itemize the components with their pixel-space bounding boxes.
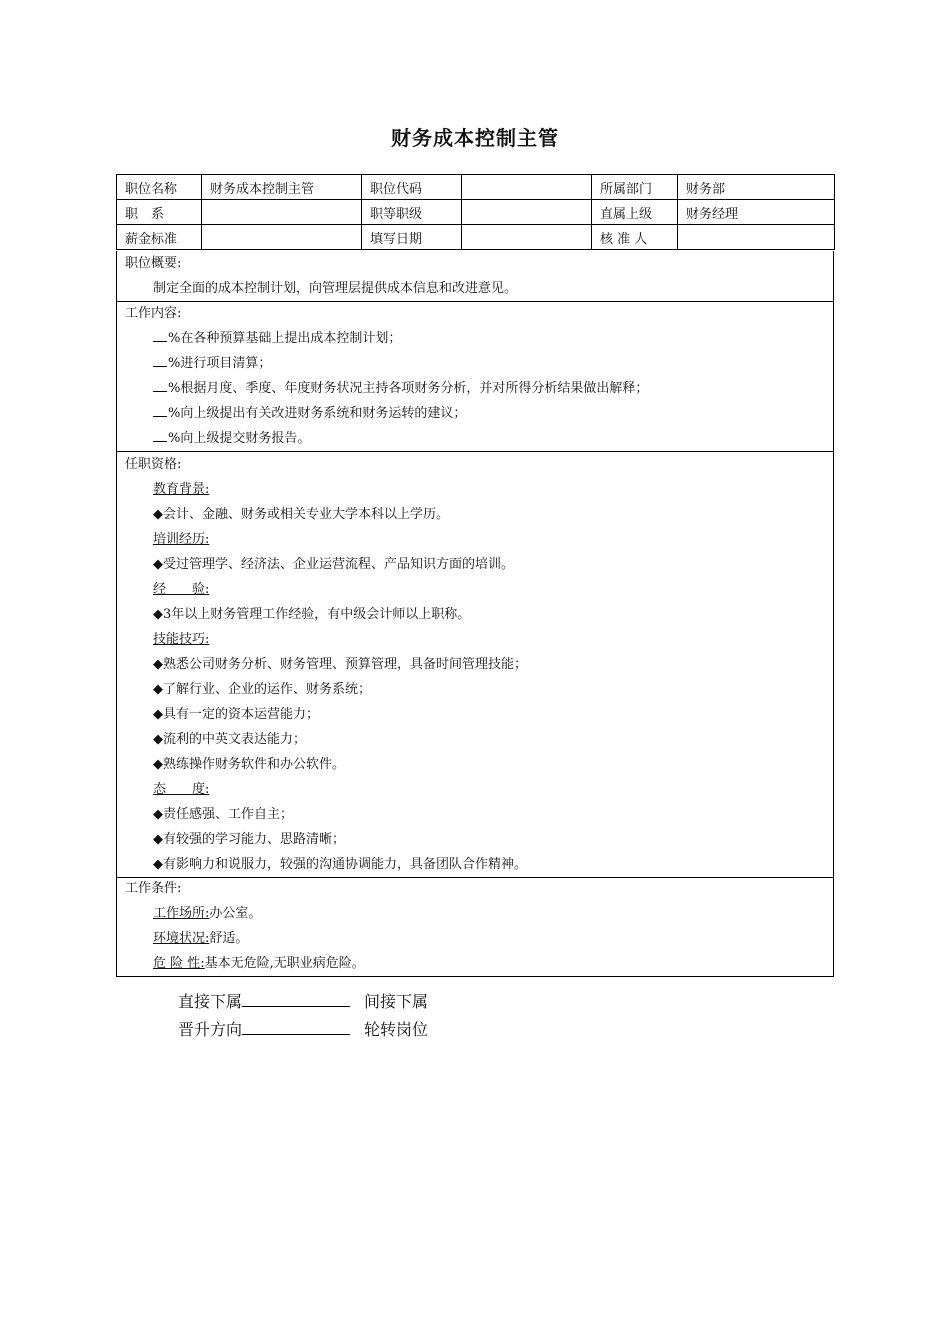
list-item: %根据月度、季度、年度财务状况主持各项财务分析，并对所得分析结果做出解释； [117, 376, 833, 401]
footer-career [178, 1017, 428, 1040]
list-item [117, 951, 833, 976]
risk-label: 危 险 性: [153, 956, 205, 971]
list-item: ◆受过管理学、经济法、企业运营流程、产品知识方面的培训。 [153, 557, 514, 572]
value-position-name: 财务成本控制主管 [202, 175, 362, 200]
attitude-label-line [117, 777, 833, 802]
list-item: %进行项目清算； [117, 351, 833, 376]
job-info-table [116, 174, 835, 250]
promotion-label: 晋升方向 [178, 1020, 243, 1039]
list-item: ◆具有一定的资本运营能力； [153, 707, 319, 722]
value-supervisor: 财务经理 [678, 200, 835, 225]
list-item: ◆了解行业、企业的运作、财务系统； [153, 682, 371, 697]
education-label: 教育背景: [153, 482, 210, 497]
skills-label: 技能技巧: [153, 632, 210, 647]
conditions-section [116, 876, 834, 977]
value-department: 财务部 [678, 175, 835, 200]
value-job-family [202, 200, 362, 225]
list-item: ◆流利的中英文表达能力； [153, 732, 306, 747]
skills-label-line [117, 627, 833, 652]
overview-text: 制定全面的成本控制计划，向管理层提供成本信息和改进意见。 [153, 281, 518, 296]
overview-section [116, 251, 834, 302]
qualifications-section [116, 452, 834, 878]
training-label: 培训经历: [153, 532, 210, 547]
label-grade: 职等职级 [362, 200, 462, 225]
percent-blank [153, 427, 167, 442]
list-item: ◆责任感强、工作自主； [153, 807, 293, 822]
list-item: %向上级提出有关改进财务系统和财务运转的建议； [117, 401, 833, 426]
percent-blank [153, 402, 167, 417]
overview-heading: 职位概要: [125, 256, 182, 271]
rotation-label: 轮转岗位 [364, 1020, 429, 1039]
list-item [117, 901, 833, 926]
value-salary [202, 225, 362, 250]
direct-subordinates-blank[interactable] [242, 990, 350, 1007]
conditions-heading: 工作条件: [125, 881, 182, 896]
risk-value: 基本无危险,无职业病危险。 [204, 956, 365, 971]
page-title: 财务成本控制主管 [391, 126, 559, 150]
env-label: 环境状况: [153, 931, 210, 946]
list-item: ◆熟悉公司财务分析、财务管理、预算管理，具备时间管理技能； [153, 657, 527, 672]
list-item: ◆3年以上财务管理工作经验，有中级会计师以上职称。 [153, 607, 471, 622]
percent-blank [153, 352, 167, 367]
education-label-line [117, 477, 833, 502]
place-label: 工作场所: [153, 906, 210, 921]
label-approver: 核 准 人 [592, 225, 678, 250]
experience-label-line [117, 577, 833, 602]
qualifications-heading: 任职资格: [125, 457, 182, 472]
label-salary: 薪金标准 [117, 225, 202, 250]
table-row [117, 225, 835, 250]
list-item [117, 926, 833, 951]
duties-section [116, 301, 834, 452]
promotion-blank[interactable] [242, 1018, 350, 1035]
list-item: %在各种预算基础上提出成本控制计划； [117, 326, 833, 351]
label-position-name: 职位名称 [117, 175, 202, 200]
direct-subordinates-label: 直接下属 [178, 992, 243, 1011]
table-row [117, 175, 835, 200]
attitude-label: 态 度: [153, 782, 210, 797]
value-grade [462, 200, 592, 225]
label-supervisor: 直属上级 [592, 200, 678, 225]
label-job-family: 职 系 [117, 200, 202, 225]
list-item: ◆熟练操作财务软件和办公软件。 [153, 757, 345, 772]
value-approver [678, 225, 835, 250]
value-fill-date [462, 225, 592, 250]
percent-blank [153, 327, 167, 342]
indirect-subordinates-label: 间接下属 [364, 992, 429, 1011]
place-value: 办公室。 [209, 906, 262, 921]
label-position-code: 职位代码 [362, 175, 462, 200]
list-item: ◆会计、金融、财务或相关专业大学本科以上学历。 [153, 507, 449, 522]
training-label-line [117, 527, 833, 552]
list-item: ◆有影响力和说服力，较强的沟通协调能力，具备团队合作精神。 [153, 857, 527, 872]
label-department: 所属部门 [592, 175, 678, 200]
table-row [117, 200, 835, 225]
value-position-code [462, 175, 592, 200]
list-item: ◆有较强的学习能力、思路清晰； [153, 832, 345, 847]
env-value: 舒适。 [209, 931, 249, 946]
percent-blank [153, 377, 167, 392]
duties-heading: 工作内容: [125, 306, 182, 321]
footer-subordinates [178, 989, 428, 1012]
experience-label: 经 验: [153, 582, 210, 597]
label-fill-date: 填写日期 [362, 225, 462, 250]
list-item: %向上级提交财务报告。 [117, 426, 833, 451]
